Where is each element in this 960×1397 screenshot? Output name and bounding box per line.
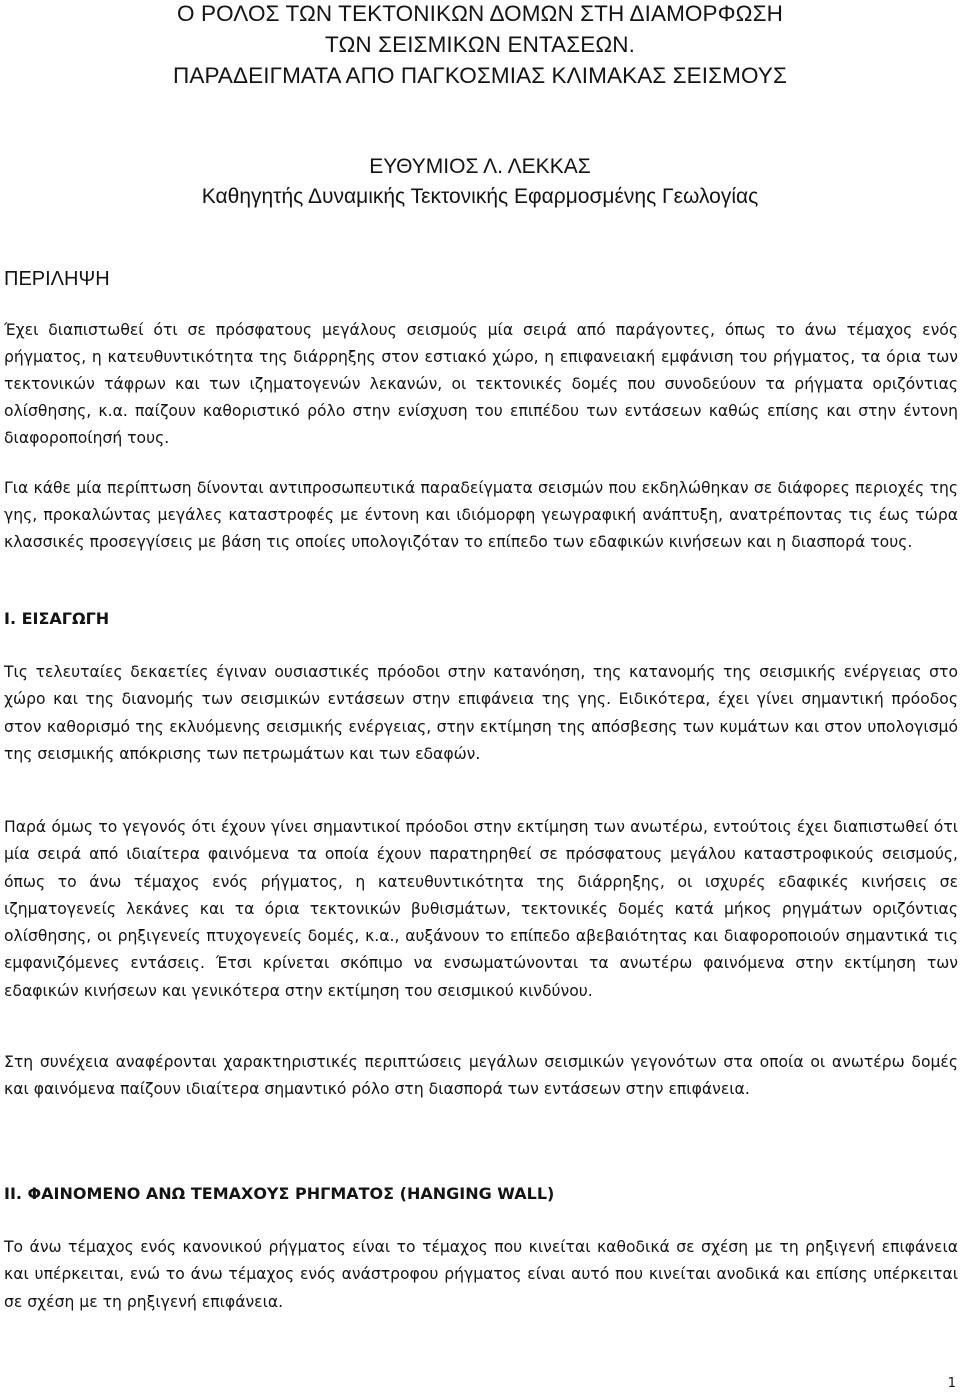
hanging-wall-paragraph-1: Το άνω τέμαχος ενός κανονικού ρήγματος είναι το τέμαχος που κινείται καθοδικά σε σχέση με τη ρηξιγενή επιφάνεια και υπέρκειται, ενώ το άνω τέμαχος ενός ανάστροφου ρήγματος είναι αυτό που κινείται ανοδικά και επίσης υπέρκειται σε σχέση με τη ρηξιγενή επιφάνεια.: [4, 1238, 958, 1311]
page-number: 1: [947, 1376, 956, 1391]
intro-paragraph-3: Στη συνέχεια αναφέρονται χαρακτηριστικές περιπτώσεις μεγάλων σεισμικών γεγονότων στα οποία οι ανωτέρω δομές και φαινόμενα παίζουν ιδιαίτερα σημαντικό ρόλο στη διασπορά των εντάσεων στην επιφάνεια.: [4, 1053, 958, 1099]
section-heading-hanging-wall: ΙΙ. ΦΑΙΝΟΜΕΝΟ ΑΝΩ ΤΕΜΑΧΟΥΣ ΡΗΓΜΑΤΟΣ (HANGING WALL): [4, 1184, 555, 1203]
title-line-3: ΠΑΡΑΔΕΙΓΜΑΤΑ ΑΠΟ ΠΑΓΚΟΣΜΙΑΣ ΚΛΙΜΑΚΑΣ ΣΕΙΣΜΟΥΣ: [173, 63, 787, 88]
title-line-2: ΤΩΝ ΣΕΙΣΜΙΚΩΝ ΕΝΤΑΣΕΩΝ.: [325, 32, 635, 57]
title-line-1: Ο ΡΟΛΟΣ ΤΩΝ ΤΕΚΤΟΝΙΚΩΝ ΔΟΜΩΝ ΣΤΗ ΔΙΑΜΟΡΦΩΣΗ: [177, 1, 783, 26]
abstract-heading: ΠΕΡΙΛΗΨΗ: [4, 268, 110, 290]
intro-paragraph-2: Παρά όμως το γεγονός ότι έχουν γίνει σημαντικοί πρόοδοι στην εκτίμηση των ανωτέρω, εντούτοις έχει διαπιστωθεί ότι μία σειρά από ιδιαίτερα φαινόμενα τα οποία έχουν παρατηρηθεί σε πρόσφατους μεγάλου καταστροφικούς σεισμούς, όπως το άνω τέμαχος ενός ρήγματος, η κατευθυντικότητα της διάρρηξης, οι ισχυρές εδαφικές κινήσεις σε ιζηματογενείς λεκάνες και τα όρια τεκτονικών βυθισμάτων, τεκτονικές δομές κατά μήκος ρηγμάτων οριζόντιας ολίσθησης, οι ρηξιγενείς πτυχογενείς δομές, κ.α., αυξάνουν το επίπεδο αβεβαιότητας και διαφοροποιούν σημαντικά τις εμφανιζόμενες εντάσεις. Έτσι κρίνεται σκόπιμο να ενσωματώνονται τα ανωτέρω φαινόμενα στην εκτίμηση των εδαφικών κινήσεων και γενικότερα στην εκτίμηση του σεισμικού κινδύνου.: [4, 818, 958, 1000]
abstract-paragraph-2: Για κάθε μία περίπτωση δίνονται αντιπροσωπευτικά παραδείγματα σεισμών που εκδηλώθηκαν σε διάφορες περιοχές της γης, προκαλώντας μεγάλες καταστροφές με έντονη και ιδιόμορφη γεωγραφική ανάπτυξη, ανατρέποντας τις έως τώρα κλασσικές προσεγγίσεις με βάση τις οποίες υπολογιζόταν το επίπεδο των εδαφικών κινήσεων και η διασπορά τους.: [4, 479, 958, 551]
abstract-paragraph-1: Έχει διαπιστωθεί ότι σε πρόσφατους μεγάλους σεισμούς μία σειρά από παράγοντες, όπως το άνω τέμαχος ενός ρήγματος, η κατευθυντικότητα της διάρρηξης στον εστιακό χώρο, η επιφανειακή εμφάνιση του ρήγματος, τα όρια των τεκτονικών τάφρων και των ιζηματογενών λεκανών, οι τεκτονικές δομές που συνοδεύουν τα ρήγματα οριζόντιας ολίσθησης, κ.α. παίζουν καθοριστικό ρόλο στην ενίσχυση του επιπέδου των εντάσεων καθώς επίσης και στην έντονη διαφοροποίησή τους.: [4, 321, 958, 447]
section-heading-introduction: Ι. ΕΙΣΑΓΩΓΗ: [4, 609, 110, 628]
author-position: Καθηγητής Δυναμικής Τεκτονικής Εφαρμοσμένης Γεωλογίας: [201, 185, 759, 208]
intro-paragraph-1: Τις τελευταίες δεκαετίες έγιναν ουσιαστικές πρόοδοι στην κατανόηση, της κατανομής της σεισμικής ενέργειας στο χώρο και της διανομής των σεισμικών εντάσεων στην επιφάνεια της γης. Ειδικότερα, έχει γίνει σημαντική πρόοδος στον καθορισμό της εκλυόμενης σεισμικής ενέργειας, στην εκτίμηση της απόσβεσης των κυμάτων και στον υπολογισμό της σεισμικής απόκρισης των πετρωμάτων και των εδαφών.: [4, 663, 958, 763]
author-name: ΕΥΘΥΜΙΟΣ Λ. ΛΕΚΚΑΣ: [369, 155, 591, 178]
